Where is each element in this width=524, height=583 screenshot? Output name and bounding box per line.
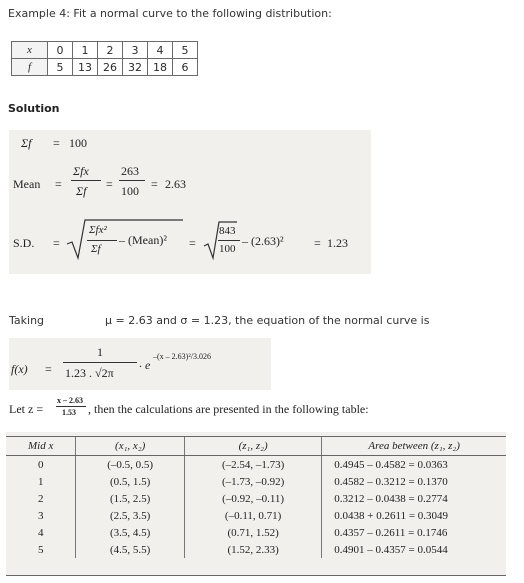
- mid-x-cell: 1: [6, 473, 76, 490]
- normal-exponent: –(x – 2.63)²/3.026: [153, 352, 211, 361]
- frequency-table: [11, 41, 198, 76]
- mean-eq3: =: [151, 177, 158, 191]
- z-interval-cell: (–1.73, –0.92): [184, 473, 321, 490]
- sd-eq: =: [53, 236, 60, 250]
- sd-eq3: =: [314, 236, 321, 250]
- fraction-bar: [119, 180, 145, 181]
- f-cell: 5: [48, 59, 73, 76]
- table-row: [6, 541, 506, 558]
- mid-x-cell: 2: [6, 490, 76, 507]
- f-cell: 18: [148, 59, 173, 76]
- x-cell: 1: [73, 42, 98, 59]
- sum-f-lhs: Σf: [21, 136, 32, 150]
- sd-num: Σfx²: [89, 224, 107, 236]
- mid-x-cell: 5: [6, 541, 76, 558]
- x-cell: 4: [148, 42, 173, 59]
- mid-x-cell: 4: [6, 524, 76, 541]
- area-cell: 0.0438 + 0.2611 = 0.3049: [334, 509, 449, 522]
- x-interval-cell: (3.5, 4.5): [76, 524, 185, 541]
- x-interval-cell: (0.5, 1.5): [76, 473, 185, 490]
- area-cell: 0.3212 – 0.0438 = 0.2774: [334, 492, 448, 505]
- sd-den2: 100: [219, 243, 236, 255]
- z-interval-cell: (–0.11, 0.71): [184, 507, 321, 524]
- normal-dot: .: [139, 356, 142, 370]
- table-row: [6, 473, 506, 490]
- x-cell: 0: [48, 42, 73, 59]
- sd-num2: 843: [219, 225, 236, 237]
- normal-den: 1.23 . √2π: [65, 366, 114, 380]
- mean-den2: 100: [121, 184, 139, 198]
- sum-f-eq: =: [53, 136, 60, 150]
- z-interval-cell: (0.71, 1.52): [184, 524, 321, 541]
- f-cell: 6: [173, 59, 198, 76]
- x-cell: 3: [123, 42, 148, 59]
- header-x-interval: (x₁, x₂): [76, 437, 185, 456]
- let-z-den: 1.53: [62, 408, 76, 417]
- let-z-suffix: , then the calculations are presented in the following table:: [88, 402, 369, 416]
- taking-text: μ = 2.63 and σ = 1.23, the equation of the normal curve is: [105, 314, 430, 327]
- f-cell: 32: [123, 59, 148, 76]
- mid-x-cell: 0: [6, 456, 76, 474]
- mean-num2: 263: [121, 164, 139, 178]
- normal-equation-scan: [9, 338, 271, 390]
- calc-table: [6, 437, 506, 558]
- solution-label: Solution: [8, 102, 60, 115]
- f-cell: 13: [73, 59, 98, 76]
- mean-label: Mean: [13, 177, 41, 191]
- sd-result: 1.23: [327, 236, 348, 250]
- x-interval-cell: (4.5, 5.5): [76, 541, 185, 558]
- x-interval-cell: (2.5, 3.5): [76, 507, 185, 524]
- mid-x-cell: 3: [6, 507, 76, 524]
- sd-mid: – (Mean)²: [119, 233, 167, 247]
- normal-num: 1: [97, 345, 103, 359]
- x-cell: 5: [173, 42, 198, 59]
- sum-f-value: 100: [69, 136, 87, 150]
- table-row: [6, 490, 506, 507]
- table-row: [6, 456, 506, 474]
- fraction-bar: [63, 362, 137, 363]
- let-z-prefix: Let z =: [9, 402, 44, 416]
- header-mid-x: Mid x: [6, 437, 76, 456]
- table-row: [6, 524, 506, 541]
- fraction-bar: [71, 180, 101, 181]
- f-label: f: [12, 59, 48, 76]
- z-interval-cell: (–0.92, –0.11): [184, 490, 321, 507]
- mean-den: Σf: [76, 184, 87, 198]
- mean-result: 2.63: [165, 177, 186, 191]
- x-interval-cell: (–0.5, 0.5): [76, 456, 185, 474]
- table-row: [6, 507, 506, 524]
- calc-header-row: [6, 437, 506, 456]
- example-heading: Example 4: Fit a normal curve to the following distribution:: [8, 7, 332, 20]
- f-row: [12, 59, 198, 76]
- let-z-num: x – 2.63: [57, 396, 83, 405]
- z-interval-cell: (1.52, 2.33): [184, 541, 321, 558]
- sd-den: Σf: [91, 243, 101, 255]
- z-interval-cell: (–2.54, –1.73): [184, 456, 321, 474]
- fraction-bar: [56, 406, 86, 407]
- area-cell: 0.4582 – 0.3212 = 0.1370: [334, 475, 448, 488]
- mean-eq2: =: [106, 177, 113, 191]
- calc-table-wrapper: [6, 436, 506, 576]
- sd-tail: – (2.63)²: [242, 234, 284, 248]
- f-cell: 26: [98, 59, 123, 76]
- solution-scan-image: [9, 130, 371, 274]
- area-cell: 0.4357 – 0.2611 = 0.1746: [334, 526, 448, 539]
- x-label: x: [12, 42, 48, 59]
- mean-num: Σfx: [73, 164, 89, 178]
- x-cell: 2: [98, 42, 123, 59]
- taking-label: Taking: [9, 314, 45, 327]
- normal-base: e: [145, 358, 151, 372]
- mean-eq: =: [55, 177, 62, 191]
- x-interval-cell: (1.5, 2.5): [76, 490, 185, 507]
- sd-label: S.D.: [13, 236, 35, 250]
- normal-lhs: f(x): [11, 362, 28, 376]
- fraction-bar: [87, 240, 117, 241]
- normal-eq: =: [45, 362, 52, 376]
- header-z-interval: (z₁, z₂): [184, 437, 321, 456]
- fraction-bar: [218, 240, 240, 241]
- x-row: [12, 42, 198, 59]
- sd-eq2: =: [189, 236, 196, 250]
- area-cell: 0.4945 – 0.4582 = 0.0363: [334, 458, 448, 471]
- area-cell: 0.4901 – 0.4357 = 0.0544: [334, 543, 448, 556]
- header-area: Area between (z₁, z₂): [322, 437, 506, 456]
